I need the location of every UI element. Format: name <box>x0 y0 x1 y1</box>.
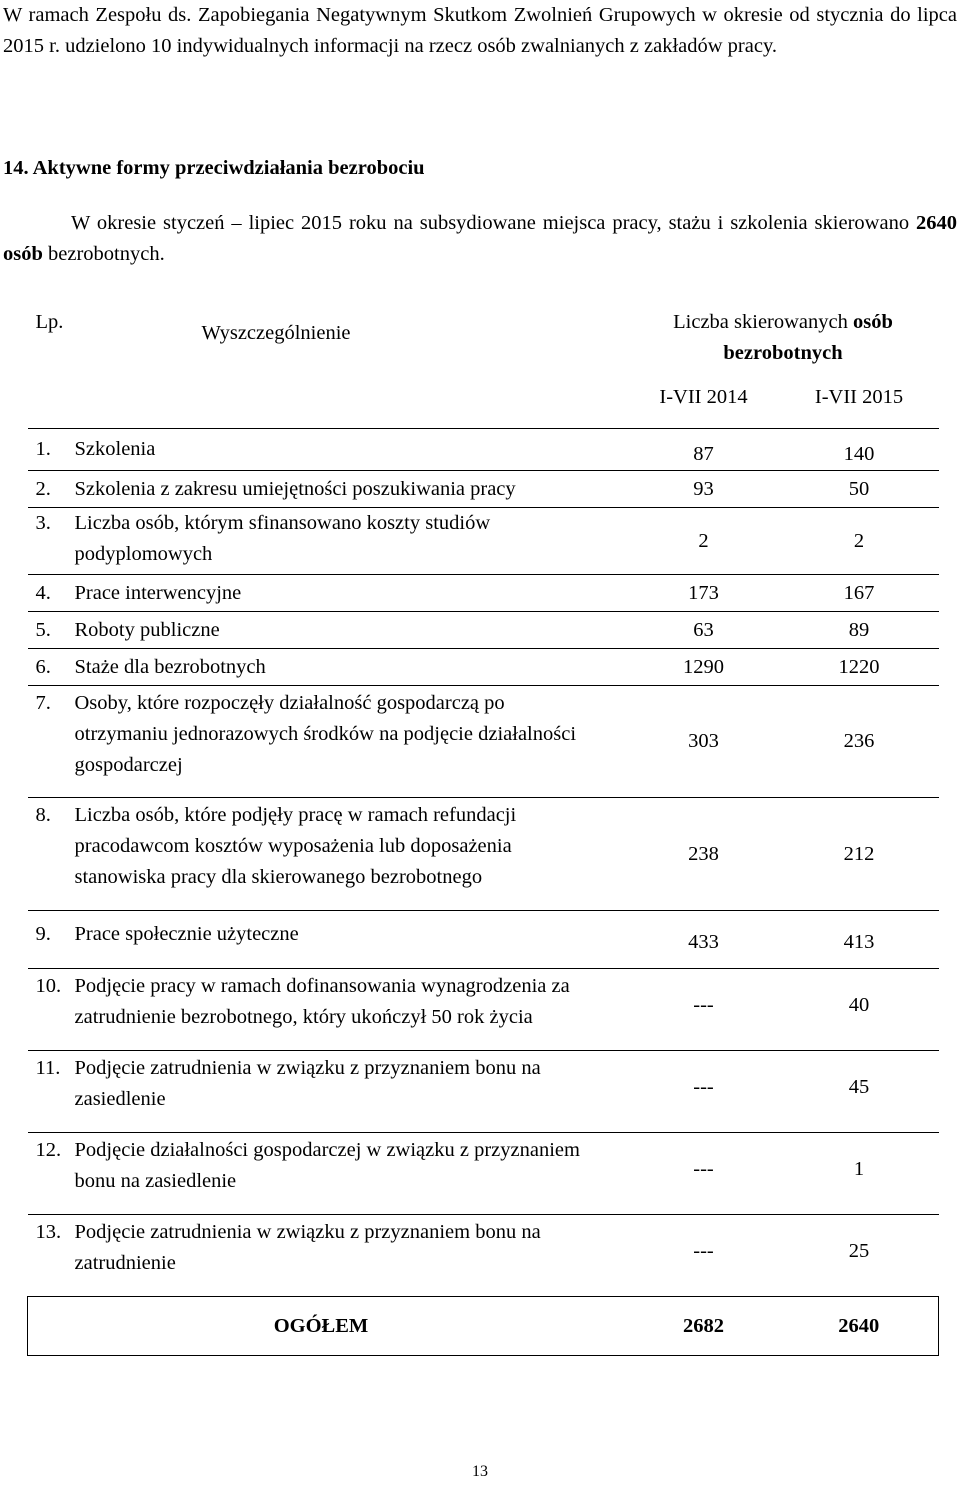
table-row <box>28 471 939 508</box>
row-description: Liczba osób, które podjęły pracę w ramach refundacji pracodawcom kosztów wyposażenia lub doposażenia stanowiska pracy dla skierowanego bezrobotnego <box>75 798 628 911</box>
paragraph-text-end: bezrobotnych. <box>42 243 165 265</box>
total-value-2014: 2682 <box>628 1297 780 1356</box>
header-count-bold-1: osób <box>853 311 893 333</box>
table-row <box>28 649 939 686</box>
total-value-2015: 2640 <box>780 1297 939 1356</box>
section-paragraph <box>3 208 957 270</box>
row-lp: 10. <box>28 969 75 1051</box>
row-lp: 8. <box>28 798 75 911</box>
table-total-row <box>28 1297 939 1356</box>
table-header-row <box>28 303 939 373</box>
header-description: Wyszczególnienie <box>201 322 351 344</box>
activation-table <box>27 303 939 1356</box>
row-value-2015: 40 <box>780 969 939 1051</box>
row-lp: 5. <box>28 612 75 649</box>
row-value-2014: 1290 <box>628 649 780 686</box>
row-value-2015: 413 <box>780 911 939 969</box>
row-value-2015: 236 <box>780 686 939 798</box>
row-value-2015: 25 <box>780 1215 939 1297</box>
row-value-2014: 173 <box>628 575 780 612</box>
row-value-2014: --- <box>628 969 780 1051</box>
table-row <box>28 612 939 649</box>
header-year-2015: I-VII 2015 <box>814 386 904 408</box>
paragraph-text-bold: 2640 osób <box>3 212 957 265</box>
table-row <box>28 429 939 471</box>
row-lp: 12. <box>28 1133 75 1215</box>
row-description: Roboty publiczne <box>75 612 628 649</box>
total-lp-cell <box>28 1297 75 1356</box>
row-lp: 9. <box>28 911 75 969</box>
row-value-2015: 1 <box>780 1133 939 1215</box>
row-value-2014: 238 <box>628 798 780 911</box>
row-lp: 3. <box>28 508 75 575</box>
row-description: Szkolenia <box>75 429 628 471</box>
row-value-2014: 63 <box>628 612 780 649</box>
row-description: Liczba osób, którym sfinansowano koszty studiów podyplomowych <box>75 508 628 575</box>
page-number: 13 <box>472 1463 488 1480</box>
header-count <box>628 303 939 373</box>
row-lp: 7. <box>28 686 75 798</box>
paragraph-text-start: W okresie styczeń – lipiec 2015 roku na subsydiowane miejsca pracy, stażu i szkolenia skierowano <box>71 212 916 234</box>
header-count-bold-2: bezrobotnych <box>723 342 843 364</box>
header-year-2014: I-VII 2014 <box>659 386 748 408</box>
row-description: Szkolenia z zakresu umiejętności poszukiwania pracy <box>75 471 628 508</box>
row-lp: 13. <box>28 1215 75 1297</box>
row-description: Prace interwencyjne <box>75 575 628 612</box>
table-row <box>28 508 939 575</box>
row-value-2015: 140 <box>780 429 939 471</box>
row-lp: 11. <box>28 1051 75 1133</box>
row-value-2014: 433 <box>628 911 780 969</box>
table-row <box>28 686 939 798</box>
row-value-2014: 2 <box>628 508 780 575</box>
row-value-2015: 212 <box>780 798 939 911</box>
total-label: OGÓŁEM <box>75 1297 628 1356</box>
table-row <box>28 911 939 969</box>
table-row <box>28 1133 939 1215</box>
row-description: Prace społecznie użyteczne <box>75 911 628 969</box>
table-row <box>28 969 939 1051</box>
row-description: Podjęcie pracy w ramach dofinansowania wynagrodzenia za zatrudnienie bezrobotnego, który ukończył 50 rok życia <box>75 969 628 1051</box>
row-description: Podjęcie zatrudnienia w związku z przyznaniem bonu na zatrudnienie <box>75 1215 628 1297</box>
row-lp: 2. <box>28 471 75 508</box>
row-value-2015: 167 <box>780 575 939 612</box>
row-value-2014: --- <box>628 1051 780 1133</box>
row-value-2014: --- <box>628 1215 780 1297</box>
header-lp: Lp. <box>35 311 64 333</box>
row-value-2014: --- <box>628 1133 780 1215</box>
row-value-2015: 89 <box>780 612 939 649</box>
row-description: Osoby, które rozpoczęły działalność gospodarczą po otrzymaniu jednorazowych środków na podjęcie działalności gospodarczej <box>75 686 628 798</box>
table-row <box>28 575 939 612</box>
row-value-2015: 45 <box>780 1051 939 1133</box>
row-description: Staże dla bezrobotnych <box>75 649 628 686</box>
table-row <box>28 1051 939 1133</box>
header-count-normal: Liczba skierowanych <box>673 311 853 333</box>
row-value-2014: 303 <box>628 686 780 798</box>
row-lp: 1. <box>28 429 75 471</box>
row-value-2014: 87 <box>628 429 780 471</box>
section-heading: 14. Aktywne formy przeciwdziałania bezrobociu <box>3 157 425 179</box>
row-value-2015: 50 <box>780 471 939 508</box>
row-value-2014: 93 <box>628 471 780 508</box>
table-row <box>28 1215 939 1297</box>
row-lp: 6. <box>28 649 75 686</box>
row-description: Podjęcie zatrudnienia w związku z przyznaniem bonu na zasiedlenie <box>75 1051 628 1133</box>
intro-paragraph: W ramach Zespołu ds. Zapobiegania Negatywnym Skutkom Zwolnień Grupowych w okresie od stycznia do lipca 2015 r. udzielono 10 indywidualnych informacji na rzecz osób zwalnianych z zakładów pracy. <box>3 4 957 57</box>
table-row <box>28 798 939 911</box>
row-value-2015: 2 <box>780 508 939 575</box>
row-value-2015: 1220 <box>780 649 939 686</box>
row-description: Podjęcie działalności gospodarczej w związku z przyznaniem bonu na zasiedlenie <box>75 1133 628 1215</box>
row-lp: 4. <box>28 575 75 612</box>
